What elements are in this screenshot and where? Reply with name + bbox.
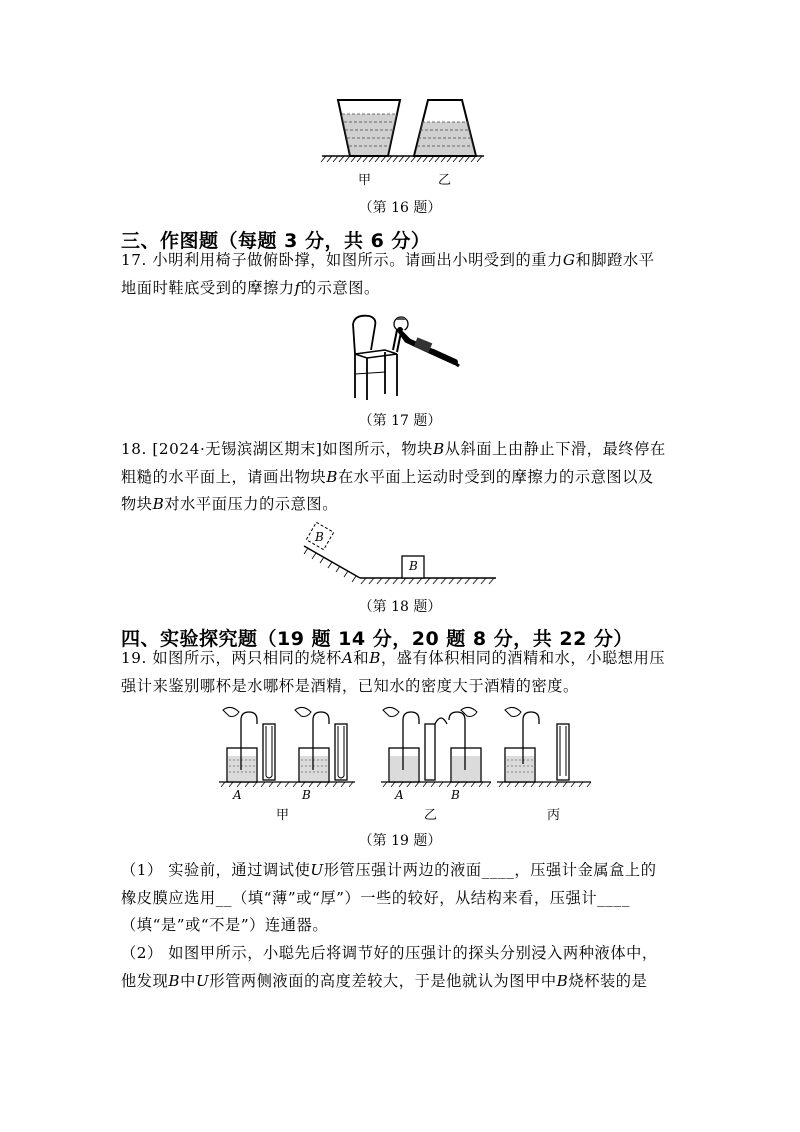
q19-symbol-B: B xyxy=(369,649,381,667)
q19-symbol-U: U xyxy=(195,971,210,990)
q18-symbol-B: B xyxy=(432,440,445,458)
figure-18 xyxy=(300,520,500,590)
q19-text-part: 和 xyxy=(353,649,370,667)
q19-part-1-line-2: 橡皮膜应选用__（填“薄”或“厚”）一些的较好，从结构来看，压强计____ xyxy=(121,888,630,907)
question-17-line-1 xyxy=(121,247,681,275)
figure-18-caption: （第 18 题） xyxy=(358,599,442,615)
question-19-line-1 xyxy=(121,645,681,673)
figure-19-label-yi: 乙 xyxy=(424,808,438,823)
q19-text-part: 烧杯装的是 xyxy=(568,971,648,990)
figure-19-label-B-yi: B xyxy=(451,788,460,802)
q18-text-part: 18. [2024·无锡滨湖区期末]如图所示，物块 xyxy=(121,440,433,458)
question-19-line-2: 强计来鉴别哪杯是水哪杯是酒精，已知水的密度大于酒精的密度。 xyxy=(121,676,579,695)
figure-17-caption: （第 17 题） xyxy=(358,413,442,429)
question-17-line-2 xyxy=(121,275,681,303)
q19-symbol-A: A xyxy=(341,649,354,667)
figure-16-label-jia: 甲 xyxy=(358,173,372,188)
q18-text-part: 粗糙的水平面上，请画出物块 xyxy=(121,467,327,486)
question-19-intro xyxy=(121,645,681,700)
q18-text-part: 从斜面上由静止下滑，最终停在 xyxy=(444,440,666,458)
q19-part-1-line-1 xyxy=(121,857,691,885)
figure-16-caption: （第 16 题） xyxy=(358,200,442,216)
figure-17 xyxy=(345,310,465,402)
q19-symbol-U: U xyxy=(310,861,324,879)
q17-symbol-G: G xyxy=(562,251,576,269)
q17-text-part: 和脚蹬水平 xyxy=(575,251,655,269)
question-19-part-1 xyxy=(121,857,691,940)
figure-19 xyxy=(205,702,605,802)
q17-symbol-f: f xyxy=(294,278,301,297)
question-18-line-3 xyxy=(121,491,681,519)
q19-text-part: 19. 如图所示，两只相同的烧杯 xyxy=(121,649,342,667)
question-18-line-2 xyxy=(121,464,681,492)
q17-text-part: 地面时鞋底受到的摩擦力 xyxy=(121,278,295,297)
figure-19-caption: （第 19 题） xyxy=(358,833,442,849)
q18-symbol-B: B xyxy=(326,467,339,486)
figure-19-label-B-jia: B xyxy=(302,788,311,802)
question-17-text xyxy=(121,247,681,302)
figure-19-label-bing: 丙 xyxy=(547,808,561,823)
figure-18-label-B-ground: B xyxy=(409,559,418,573)
q18-symbol-B: B xyxy=(152,495,165,513)
figure-19-label-A-jia: A xyxy=(233,788,242,802)
q19-symbol-B: B xyxy=(168,971,181,990)
q19-text-part: 中 xyxy=(180,971,196,990)
q19-text-part: ，盛有体积相同的酒精和水，小聪想用压 xyxy=(380,649,666,667)
q17-text-part: 的示意图。 xyxy=(300,278,380,297)
q19-part-2-line-1: （2） 如图甲所示，小聪先后将调节好的压强计的探头分别浸入两种液体中， xyxy=(121,944,658,962)
section-3-heading: 三、作图题（每题 3 分，共 6 分） xyxy=(121,230,431,252)
q19-text-part: 形管两侧液面的高度差较大，于是他就认为图甲中 xyxy=(209,971,557,990)
q19-part-2-line-2 xyxy=(121,968,691,996)
figure-18-label-B-incline: B xyxy=(315,530,324,544)
figure-16-label-yi: 乙 xyxy=(438,173,452,188)
q18-text-part: 物块 xyxy=(121,495,153,513)
q19-text-part: 形管压强计两边的液面____，压强计金属盒上的 xyxy=(323,861,657,879)
q19-symbol-B: B xyxy=(556,971,569,990)
q19-text-part: （1） 实验前，通过调试使 xyxy=(121,861,311,879)
q19-part-1-line-3: （填“是”或“不是”）连通器。 xyxy=(121,916,329,934)
q18-text-part: 对水平面压力的示意图。 xyxy=(164,495,339,513)
figure-19-label-jia: 甲 xyxy=(276,808,290,823)
q18-text-part: 在水平面上运动时受到的摩擦力的示意图以及 xyxy=(338,467,654,486)
q17-text-part: 17. 小明利用椅子做俯卧撑，如图所示。请画出小明受到的重力 xyxy=(121,251,563,269)
q19-text-part: 他发现 xyxy=(121,971,169,990)
section-4-heading: 四、实验探究题（19 题 14 分，20 题 8 分，共 22 分） xyxy=(121,628,633,650)
question-18-text xyxy=(121,436,681,519)
question-19-part-2 xyxy=(121,940,691,995)
figure-19-label-A-yi: A xyxy=(395,788,404,802)
question-18-line-1 xyxy=(121,436,681,464)
figure-16 xyxy=(318,92,488,172)
